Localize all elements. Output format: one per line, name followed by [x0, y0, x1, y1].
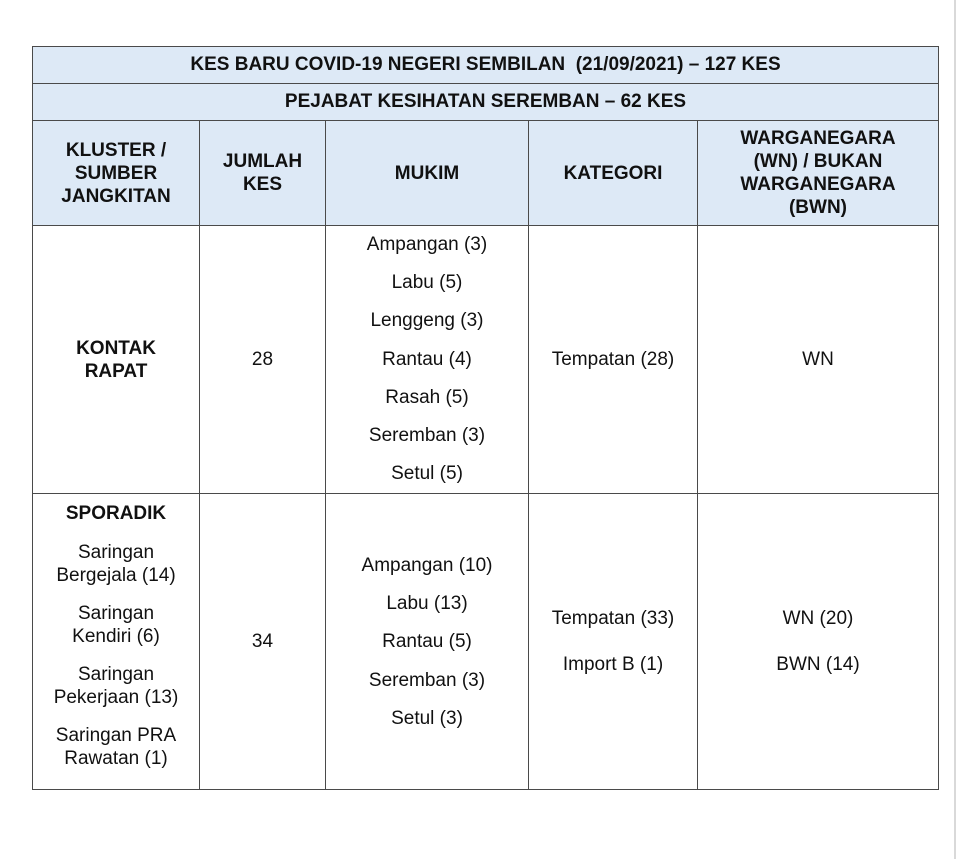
kategori-item: Tempatan (28) [551, 349, 675, 371]
mukim-item: Seremban (3) [368, 424, 486, 446]
header-jumlah-line: JUMLAH [222, 151, 303, 172]
covid-case-table [32, 46, 939, 790]
cell-warganegara [698, 494, 939, 790]
cell-kategori [529, 494, 698, 790]
warganegara-item: WN (20) [782, 608, 854, 630]
mukim-item: Ampangan (3) [366, 234, 488, 255]
kategori-item: Import B (1) [562, 654, 664, 676]
kluster-line: KONTAK [76, 337, 156, 359]
header-warganegara [698, 121, 939, 226]
cell-jumlah: 34 [200, 494, 326, 790]
cell-kluster [33, 226, 200, 494]
mukim-item: Rantau (4) [382, 348, 472, 370]
cell-mukim [326, 226, 529, 494]
kategori-item: Tempatan (33) [551, 608, 675, 630]
kluster-line: RAPAT [84, 360, 148, 382]
cell-kategori [529, 226, 698, 494]
sub-cluster [39, 724, 193, 770]
mukim-item: Rantau (5) [382, 631, 472, 653]
page-edge-divider [954, 0, 956, 859]
sub-cluster-line: Rawatan (1) [64, 748, 168, 770]
sub-cluster [39, 541, 193, 587]
cell-kluster [33, 494, 200, 790]
cell-jumlah: 28 [200, 226, 326, 494]
sub-cluster-line: Pekerjaan (13) [53, 687, 179, 709]
mukim-item: Rasah (5) [385, 386, 469, 408]
mukim-item: Seremban (3) [368, 669, 486, 691]
sub-cluster-line: Saringan PRA [55, 725, 177, 747]
header-warganegara-line: (BWN) [788, 197, 848, 218]
header-warganegara-line: WARGANEGARA [740, 128, 896, 149]
mukim-item: Setul (5) [391, 463, 463, 485]
header-kluster-line: SUMBER [74, 162, 158, 184]
header-kluster-line: JANGKITAN [61, 185, 171, 207]
warganegara-item: BWN (14) [776, 654, 860, 676]
table-title: KES BARU COVID-19 NEGERI SEMBILAN (21/09/2021) – 127 KES [33, 47, 939, 84]
sub-cluster-line: Saringan [77, 664, 155, 686]
cell-mukim [326, 494, 529, 790]
cell-warganegara [698, 226, 939, 494]
header-kategori: KATEGORI [529, 121, 698, 226]
table-row [33, 226, 939, 494]
mukim-item: Ampangan (10) [361, 554, 493, 576]
sub-cluster-line: Bergejala (14) [56, 565, 176, 587]
sub-cluster-line: Kendiri (6) [72, 626, 160, 648]
header-jumlah-line: KES [242, 174, 283, 195]
sub-cluster-line: Saringan [77, 603, 155, 625]
mukim-item: Setul (3) [391, 707, 463, 729]
header-kluster [33, 121, 200, 226]
header-warganegara-line: (WN) / BUKAN [753, 151, 883, 172]
header-jumlah [200, 121, 326, 226]
header-kluster-line: KLUSTER / [65, 139, 167, 161]
table-subtitle: PEJABAT KESIHATAN SEREMBAN – 62 KES [33, 84, 939, 121]
table-row [33, 494, 939, 790]
mukim-item: Labu (5) [391, 272, 463, 294]
kluster-title: SPORADIK [65, 503, 167, 525]
sub-cluster-line: Saringan [77, 542, 155, 564]
header-mukim: MUKIM [326, 121, 529, 226]
sub-cluster [39, 602, 193, 648]
mukim-item: Lenggeng (3) [370, 310, 484, 332]
header-warganegara-line: WARGANEGARA [740, 174, 896, 195]
sub-cluster [39, 663, 193, 709]
warganegara-item: WN [802, 349, 834, 371]
mukim-item: Labu (13) [386, 593, 468, 615]
